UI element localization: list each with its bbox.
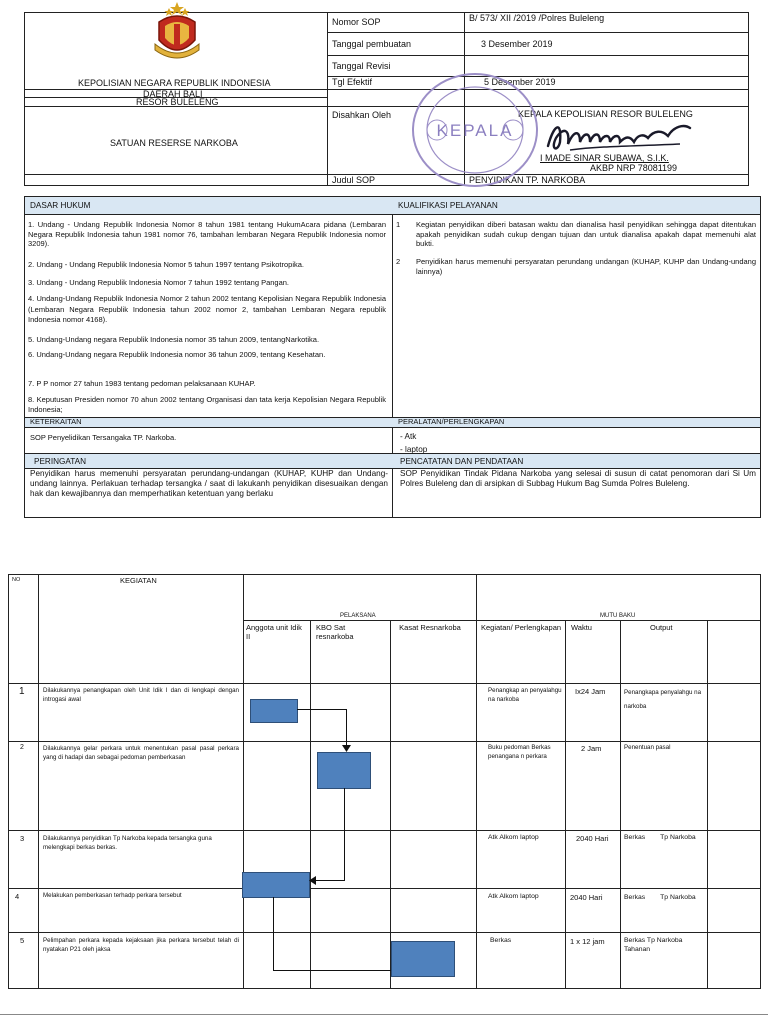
dasar-hukum-item-2: 2. Undang - Undang Republik Indonesia Nomor 5 tahun 1997 tentang Psikotropika. [28,260,305,269]
header-anggota: Anggota unit Idik II [246,623,302,641]
pencatatan-title: PENCATATAN DAN PENDATAAN [400,457,524,466]
row-4-waktu: 2040 Hari [570,893,603,902]
row-1-kegiatan: Dilakukannya penangkapan oleh Unit Idik I dan di lengkapi dengan introgasi awal [43,687,239,703]
value-judul-sop: PENYIDIKAN TP. NARKOBA [469,175,586,185]
peralatan-item-1: - Atk [400,432,417,441]
row-5-no: 5 [20,936,25,945]
signer-rank: AKBP NRP 78081199 [590,163,678,173]
row-5-kelengkapan: Berkas [490,937,512,944]
header-pelaksana: PELAKSANA [340,613,376,619]
police-emblem-icon [145,0,209,64]
connector-1-2-vertical [346,709,347,749]
header-kbo: KBO Sat resnarkoba [316,623,354,641]
row-3-no: 3 [20,834,25,843]
label-tanggal-revisi: Tanggal Revisi [332,61,391,71]
kualifikasi-item-2: Penyidikan harus memenuhi persyaratan perundang undangan (KUHAP, KUHP dan Undang-undang lainnya) [416,257,756,276]
kualifikasi-title: KUALIFIKASI PELAYANAN [398,201,498,210]
header-waktu: Waktu [571,623,592,632]
row-5-output: Berkas Tp Narkoba Tahanan [624,937,683,953]
kualifikasi-item-1: Kegiatan penyidikan diberi batasan waktu dan dianalisa hasil penyidikan sehingga dapat ditentukan apakah penyidikan sudah cukup dengan tujuan dan untuk dianalisa apakah dapat memenuhi alat bukti. [416,220,756,248]
row-4-no: 4 [15,892,20,901]
signature [540,116,700,158]
header-mutu-baku: MUTU BAKU [600,613,636,619]
flow-step-5-box [391,941,455,977]
value-disahkan-oleh: KEPALA KEPOLISIAN RESOR BULELENG [518,109,693,119]
arrow-down-icon [342,745,351,753]
row-5-kegiatan: Pelimpahan perkara kepada kejaksaan jika perkara tersebut telah di nyatakan P21 oleh jaksa [43,937,239,953]
kualifikasi-num-1: 1 [396,220,401,229]
label-disahkan-oleh: Disahkan Oleh [332,110,392,120]
header-no: NO [12,577,21,583]
dasar-hukum-item-8: 8. Keputusan Presiden nomor 70 ahun 2002 tentang Organisasi dan tata kerja Kepolisian Negara Republik Indonesia; [28,395,386,414]
org-name-line-1: KEPOLISIAN NEGARA REPUBLIK INDONESIA [78,78,271,88]
row-2-waktu: 2 Jam [581,744,602,753]
header-kegiatan: KEGIATAN [120,576,157,585]
row-2-no: 2 [20,744,24,751]
dasar-hukum-item-3: 3. Undang - Undang Republik Indonesia Nomor 7 tahun 1992 tentang Pangan. [28,278,290,287]
signer-name: I MADE SINAR SUBAWA, S.I.K. [540,153,669,163]
row-3-kelengkapan: Atk Alkom laptop [488,834,539,841]
row-1-output: Penangkapa penyalahgu na narkoba [624,689,702,710]
value-tgl-efektif: 5 Desember 2019 [484,77,556,87]
row-2-output: Penentuan pasal [624,744,671,751]
row-4-output: Berkas Tp Narkoba [624,894,696,901]
value-nomor-sop: B/ 573/ XII /2019 /Polres Buleleng [469,13,605,23]
kualifikasi-num-2: 2 [396,257,401,266]
flow-step-1-box [250,699,298,723]
header-kasat: Kasat Resnarkoba [399,623,461,632]
row-1-no: 1 [19,686,25,697]
row-2-kegiatan: Dilakukannya gelar perkara untuk menentukan pasal pasal perkara yang di hadapi dan sebagai pedoman pemberkasan [43,745,239,761]
keterkaitan-title: KETERKAITAN [30,417,82,426]
connector-2-3-horizontal [313,880,345,881]
keterkaitan-text: SOP Penyelidikan Tersangaka TP. Narkoba. [30,433,177,442]
arrow-left-icon [309,876,316,885]
connector-3-5-vertical [273,897,274,971]
row-3-waktu: 2040 Hari [576,834,609,843]
dasar-hukum-item-7: 7. P P nomor 27 tahun 1983 tentang pedoman pelaksanaan KUHAP. [28,379,256,388]
row-2-kelengkapan: Buku pedoman Berkas penangana n perkara [488,744,551,760]
row-1-waktu: Ix24 Jam [575,687,606,696]
stamp-label: KEPALA [436,121,514,140]
official-stamp [410,70,540,190]
header-kelengkapan: Kegiatan/ Perlengkapan [480,623,562,632]
row-4-kegiatan: Melakukan pemberkasan terhadp perkara tersebut [43,892,182,899]
label-tgl-efektif: Tgl Efektif [332,77,373,87]
pencatatan-text: SOP Penyidikan Tindak Pidana Narkoba yang selesai di susun di catat penomoran dari Si Um Polres Buleleng dan di arsipkan di Subbag Hukum Bag Sumda Polres Buleleng. [400,469,756,488]
row-1-kelengkapan: Penangkap an penyalahgu na narkoba [488,687,562,703]
peringatan-text: Penyidikan harus memenuhi persyaratan perundang-undangan (KUHAP, KUHP dan Undang- undang lainnya. Perlakuan terhadap tersangka / saat di lakukanh penyidikan disesuaikan dengan hak dan kewajibannya dan memperhatikan ketentuan yang berlaku [30,469,388,498]
unit-name: SATUAN RESERSE NARKOBA [110,138,238,148]
value-tanggal-pembuatan: 3 Desember 2019 [481,39,553,49]
dasar-hukum-item-6: 6. Undang-Undang negara Republik Indonesia nomor 36 tahun 2009, tentang Kesehatan. [28,350,326,359]
peralatan-item-2: - laptop [400,445,428,453]
org-name-line-2: DAERAH BALI [143,89,203,99]
flow-step-3-box [242,872,310,898]
flow-step-2-box [317,752,371,789]
row-3-kegiatan: Dilakukannya penyidikan Tp Narkoba kepada tersangka guna melengkapi berkas berkas. [43,835,212,851]
label-tanggal-pembuatan: Tanggal pembuatan [332,39,412,49]
row-5-waktu: 1 x 12 jam [570,937,605,946]
connector-1-2-horizontal [297,709,347,710]
dasar-hukum-item-1: 1. Undang - Undang Republik Indonesia Nomor 8 tahun 1981 tentang HukumAcara pidana (Lembaran Negara Republik Indonesia tahun 1981 nomor 76, tambahan lembaran Negara Republik Indonesia nomor 3209). [28,220,386,248]
row-4-kelengkapan: Atk Alkom laptop [488,893,539,900]
connector-2-3-vertical [344,788,345,880]
peralatan-title: PERALATAN/PERLENGKAPAN [398,417,505,426]
connector-3-5-horizontal [273,970,391,971]
label-judul-sop: Judul SOP [332,175,376,185]
dasar-hukum-title: DASAR HUKUM [30,201,91,210]
peringatan-title: PERINGATAN [34,457,87,466]
label-nomor-sop: Nomor SOP [332,17,381,27]
dasar-hukum-item-4: 4. Undang-Undang Republik Indonesia Nomor 2 tahun 2002 tentang Kepolisian Negara Republik Indonesia (Lembaran Negara Republik Indonesia tahun 2002 nomor 2, tambahan Lembaran Negara republik Indonesia nomor 4168). [28,294,386,324]
row-3-output: Berkas Tp Narkoba [624,834,696,841]
org-name-line-3: RESOR BULELENG [136,97,219,107]
dasar-hukum-item-5: 5. Undang-Undang negara Republik Indonesia nomor 35 tahun 2009, tentangNarkotika. [28,335,320,344]
header-output: Output [650,623,673,632]
